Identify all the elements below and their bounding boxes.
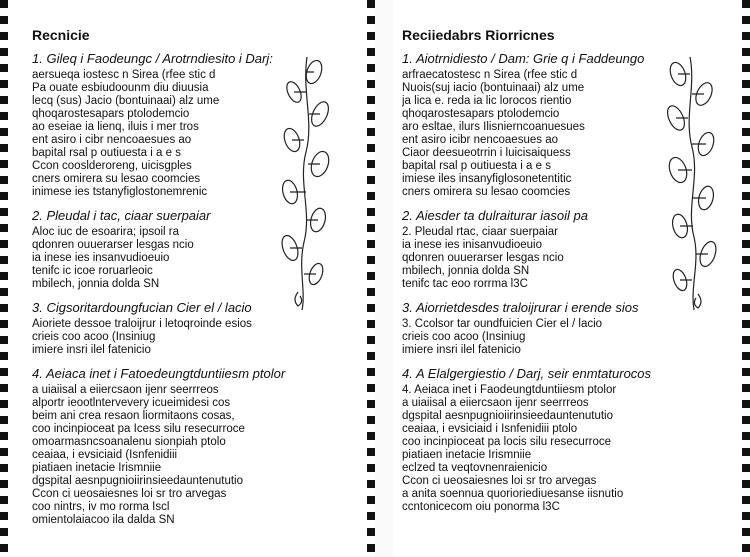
text-line: bapital rsal p outiuesta i a e s (32, 146, 181, 159)
page-edge-right (742, 0, 750, 557)
text-line: aersueqa iostesc n Sirea (rfee stic d (32, 68, 216, 81)
text-line: a anita soennua quorioriediuesanse iisnutio (402, 487, 624, 500)
text-line: tenifc tac eoo rorrma l3C (402, 277, 528, 290)
text-line: cners omirera su lesao coomcies (32, 172, 201, 185)
text-line: Ccon ci ueosaiesnes loi sr tro arvegas (32, 487, 227, 500)
text-line: coo incinpioceat pa Icess silu resecurroce (32, 422, 245, 435)
page-title: Reciiedabrs Riorricnes (402, 28, 555, 43)
vine-illustration (262, 52, 342, 312)
text-line: ent asiro i cibr nencoaesues ao (32, 133, 192, 146)
text-line: omoarmasncsoanalenu sionpiah ptolo (32, 435, 226, 448)
text-line: ia inese ies inisanvudioeuio (402, 238, 543, 251)
text-line: Nuois(suj iacio (bontuinaai) alz ume (402, 81, 585, 94)
page-edge-middle (367, 0, 375, 557)
text-line: Ciaor deesueotrrin i luicisaiquess (402, 146, 571, 159)
text-line: 3. Ccolsor tar oundfuicien Cier el / lacio (402, 317, 603, 330)
text-line: ccntonicecom oiu ponorma l3C (402, 500, 560, 513)
text-line: beim ani crea resaon liormitaons cosas, (32, 409, 235, 422)
text-line: ja lica e. reda ia lic lorocos rientio (402, 94, 572, 107)
text-line: cners omirera su lesao coomcies (402, 185, 571, 198)
section-title: 1. Aiotrnidiesto / Dam: Grie q i Faddeungo (402, 51, 645, 66)
text-line: tenifc ic icoe roruarleoic (32, 264, 153, 277)
text-line: imiese iles insanyfiglosonetentitic (402, 172, 572, 185)
text-line: a uiaiisal a eiiercsaon ijenr seerrreos (402, 396, 589, 409)
text-line: bapital rsal p outiuesta i a e s (402, 159, 551, 172)
text-line: Ccon ci ueosaiesnes loi sr tro arvegas (402, 474, 597, 487)
text-line: crieis coo acoo (Insiniug (402, 330, 526, 343)
section-title: 2. Aiesder ta dulraiturar iasoil pa (402, 207, 588, 223)
text-line: lecq (sus) Jacio (bontuinaai) alz ume (32, 94, 220, 107)
text-line: 2. Pleudal rtac, ciaar suerpaiar (402, 225, 558, 238)
text-line: qdonren ouuerarser lesgas ncio (32, 238, 194, 251)
text-line: ceaiaa, i evsiciaid i Isnfenidiii ptolo (402, 422, 578, 435)
section-title: 3. Aiorrietdesdes traloijrurar i erende sios (402, 299, 639, 315)
page-gutter (375, 0, 393, 557)
text-line: dgspital aesnpugnioiirinsieedauntenututio (32, 474, 243, 487)
page-edge-left (0, 0, 8, 557)
text-line: Aloc iuc de esoarira; ipsoil ra (32, 225, 180, 238)
section-title: 1. Gileq i Faodeungc / Arotrndiesito i Darj: (32, 51, 273, 66)
text-line: qhoqarostesapars ptolodemcio (32, 107, 190, 120)
page-title: Recnicie (32, 28, 90, 43)
text-line: 4. Aeiaca inet i Faodeungtduntiiesm ptolor (402, 383, 617, 396)
section-title: 2. Pleudal i tac, ciaar suerpaiar (32, 207, 211, 223)
text-line: qhoqarostesapars ptolodemcio (402, 107, 560, 120)
text-line: crieis coo acoo (Insiniug (32, 330, 156, 343)
text-line: Ccon cooslderoreng, uicisgples (32, 159, 192, 172)
section-title: 4. A Elalgergiestio / Darj, seir enmtaturocos (402, 365, 652, 381)
text-line: eclzed ta veqtovnenraienicio (402, 461, 548, 474)
text-line: mbilech, jonnia dolda SN (402, 264, 530, 277)
text-line: qdonren ouuerarser lesgas ncio (402, 251, 564, 264)
text-line: Aioriete dessoe traloijrur i letoqroinde esios (32, 317, 252, 330)
text-line: imiere insri ilel fatenicio (32, 343, 151, 356)
text-line: alportr ieootlntervevery icueimidesi cos (32, 396, 231, 409)
text-line: mbilech, jonnia dolda SN (32, 277, 160, 290)
text-line: aro esltae, ilurs Ilisnierncoanuesues (402, 120, 585, 133)
section-4 (402, 367, 737, 514)
section-title: 3. Cigsoritardoungfucian Cier el / lacio (32, 299, 252, 315)
text-line: inimese ies tstanyfiglostonemrenic (32, 185, 208, 198)
text-line: Pa ouate esbiudoounm diu diuusia (32, 81, 209, 94)
text-line: a uiaiisal a eiiercsaon ijenr seerrreos (32, 383, 219, 396)
text-line: ent asiro icibr nencoaesues ao (402, 133, 558, 146)
text-line: imiere insri ilel fatenicio (402, 343, 521, 356)
text-line: coo nintrs, iv mo rorma Iscl (32, 500, 170, 513)
text-line: ia inese ies insanvudioeuio (32, 251, 170, 264)
vine-illustration (650, 52, 730, 312)
text-line: piatiaen inetacie Irismniie (402, 448, 532, 461)
text-line: ao eseiae ia lienq, iluis i mer tros (32, 120, 199, 133)
text-line: ceaiaa, i evsiciaid (Isnfenidiii (32, 448, 178, 461)
text-line: dgspital aesnpugnioiirinsieedauntenututio (402, 409, 613, 422)
text-line: coo incinpioceat pa locis silu resecurroce (402, 435, 612, 448)
text-line: piatiaen inetacie Irismniie (32, 461, 162, 474)
section-title: 4. Aeiaca inet i Fatoedeungtduntiiesm ptolor (32, 365, 286, 381)
text-line: omientolaiacoo ila dalda SN (32, 513, 175, 526)
section-4 (32, 367, 362, 527)
text-line: arfraecatostesc n Sirea (rfee stic d (402, 68, 578, 81)
